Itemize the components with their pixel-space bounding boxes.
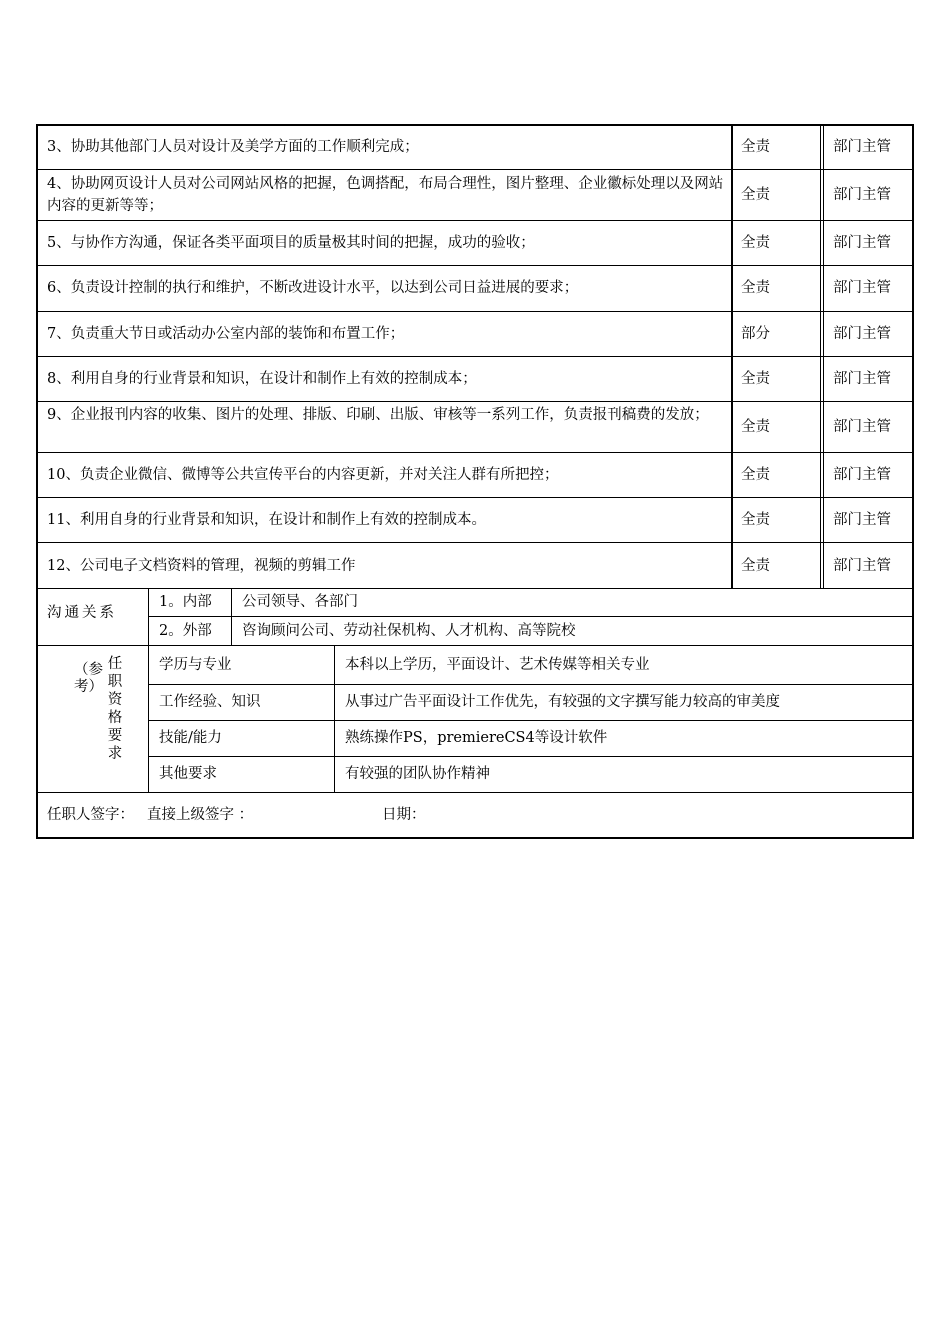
duty-text: 9、企业报刊内容的收集、图片的处理、排版、印刷、出版、审核等一系列工作，负责报刊稿费的发放； [47,407,709,423]
supervisor-signature-label: 直接上级签字 ： [147,807,254,823]
column-divider [231,588,232,645]
communication-label: 沟通关系 [47,605,117,621]
row-divider [148,756,912,757]
row-divider [36,220,912,221]
qualifications-label: 任职资格要求 [107,656,123,762]
duty-text: 3、协助其他部门人员对设计及美学方面的工作顺利完成； [47,139,419,155]
column-divider [148,588,149,645]
row-divider [36,792,912,793]
duty-responsibility: 全责 [741,467,770,483]
duty-text: 12、公司电子文档资料的管理，视频的剪辑工作 [47,558,356,574]
column-divider [731,124,733,589]
duty-responsibility: 全责 [741,512,770,528]
duty-supervisor: 部门主管 [833,139,891,155]
duty-text: 4、协助网页设计人员对公司网站风格的把握，色调搭配，布局合理性，图片整理、企业徽标处理以及网站内容的更新等等； [47,176,724,214]
duty-supervisor: 部门主管 [833,467,891,483]
duty-supervisor: 部门主管 [833,419,891,435]
external-value: 咨询顾问公司、劳动社保机构、人才机构、高等院校 [242,623,576,639]
duty-text: 6、负责设计控制的执行和维护，不断改进设计水平，以达到公司日益进展的要求； [47,280,579,296]
duty-text: 10、负责企业微信、微博等公共宣传平台的内容更新，并对关注人群有所把控； [47,467,559,483]
qualification-value: 本科以上学历，平面设计、艺术传媒等相关专业 [345,657,650,673]
duty-responsibility: 全责 [741,371,770,387]
column-divider [334,645,335,792]
duty-responsibility: 全责 [741,280,770,296]
qualifications-note: （参考） [74,662,103,695]
row-divider [36,356,912,357]
job-description-table [36,124,914,839]
duty-responsibility: 全责 [741,235,770,251]
duty-supervisor: 部门主管 [833,512,891,528]
row-divider [148,616,912,617]
duty-responsibility: 全责 [741,419,770,435]
row-divider [36,542,912,543]
row-divider [36,169,912,170]
row-divider [36,645,912,646]
duty-text: 7、负责重大节日或活动办公室内部的装饰和布置工作； [47,326,405,342]
qualification-label: 技能/能力 [159,730,222,746]
holder-signature-label: 任职人签字： [47,807,134,823]
date-label: 日期： [382,807,426,823]
qualification-value: 有较强的团队协作精神 [345,766,490,782]
qualification-value: 熟练操作PS，premiereCS4等设计软件 [345,730,608,746]
row-divider [36,497,912,498]
duty-supervisor: 部门主管 [833,371,891,387]
row-divider [148,684,912,685]
duty-text: 8、利用自身的行业背景和知识，在设计和制作上有效的控制成本； [47,371,477,387]
duty-supervisor: 部门主管 [833,558,891,574]
row-divider [36,311,912,312]
column-divider [823,124,824,589]
internal-value: 公司领导、各部门 [242,594,358,610]
duty-supervisor: 部门主管 [833,187,891,203]
external-label: 2。外部 [159,623,212,639]
qualification-label: 其他要求 [159,766,217,782]
qualification-label: 工作经验、知识 [159,694,261,710]
duty-text: 5、与协作方沟通，保证各类平面项目的质量极其时间的把握，成功的验收； [47,235,535,251]
internal-label: 1。内部 [159,594,212,610]
row-divider [36,588,912,589]
duty-text: 11、利用自身的行业背景和知识，在设计和制作上有效的控制成本。 [47,512,486,528]
column-divider [148,645,149,792]
duty-responsibility: 全责 [741,558,770,574]
duty-supervisor: 部门主管 [833,235,891,251]
duty-responsibility: 全责 [741,139,770,155]
duty-supervisor: 部门主管 [833,280,891,296]
duty-responsibility: 部分 [741,326,770,342]
qualification-label: 学历与专业 [159,657,232,673]
row-divider [148,720,912,721]
qualification-value: 从事过广告平面设计工作优先，有较强的文字撰写能力较高的审美度 [345,694,780,710]
row-divider [36,401,912,402]
duty-responsibility: 全责 [741,187,770,203]
row-divider [36,265,912,266]
duty-supervisor: 部门主管 [833,326,891,342]
column-divider [820,124,821,589]
row-divider [36,452,912,453]
